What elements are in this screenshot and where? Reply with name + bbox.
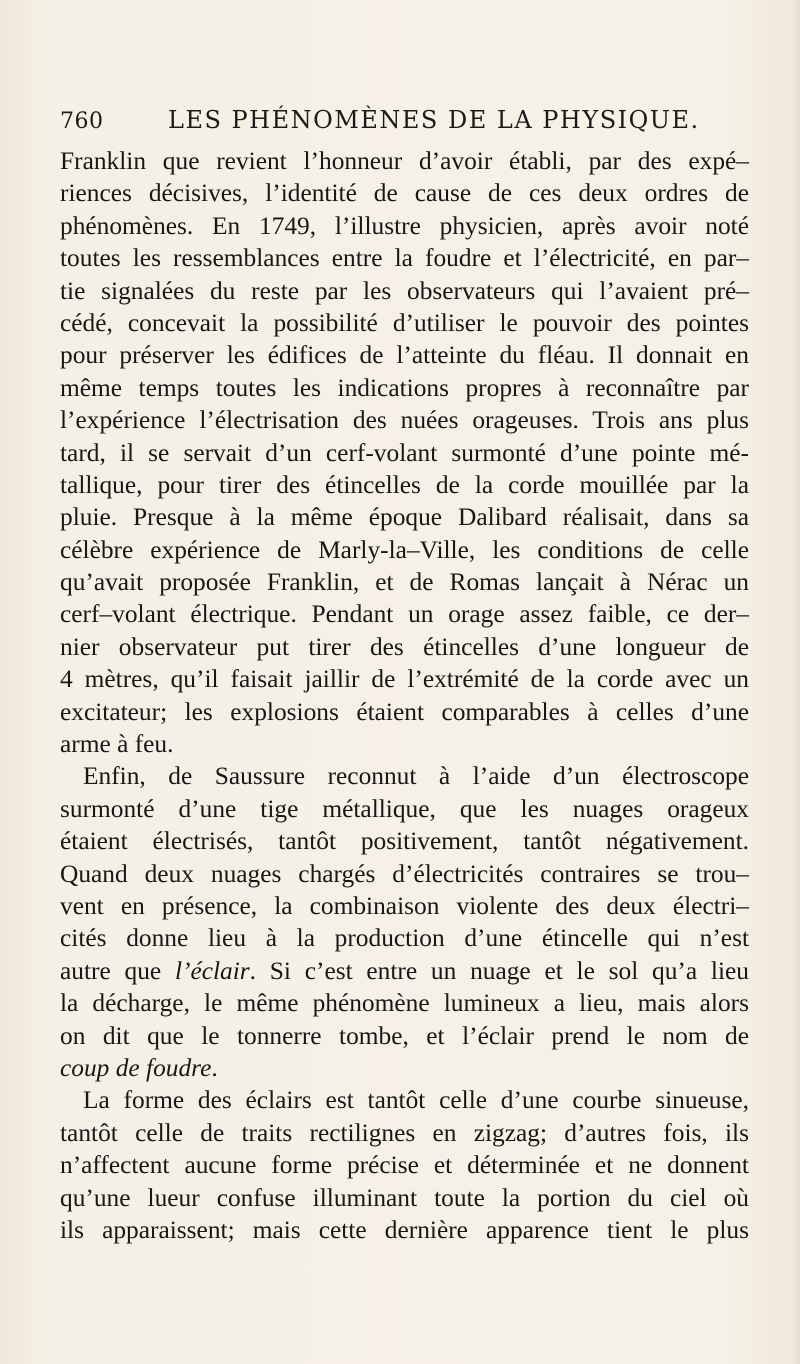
text-line: Quand deux nuages chargés d’électricités contraires se trou–	[60, 859, 749, 888]
text-line: nier observateur put tirer des étincelles d’une longueur de	[60, 632, 749, 661]
text-line: tallique, pour tirer des étincelles de la corde mouillée par la	[60, 470, 749, 499]
text-fragment: autre que	[60, 956, 175, 985]
page-edge-shadow	[792, 0, 800, 1364]
text-line: pour préserver les édifices de l’atteinte du fléau. Il donnait en	[60, 341, 749, 370]
page-number: 760	[60, 109, 104, 134]
text-line: pluie. Presque à la même époque Dalibard réalisait, dans sa	[60, 503, 749, 532]
text-line: toutes les ressemblances entre la foudre et l’électricité, en par–	[60, 244, 749, 273]
text-line: tie signalées du reste par les observateurs qui l’avaient pré–	[60, 276, 749, 305]
text-line: Enfin, de Saussure reconnut à l’aide d’un électroscope	[83, 762, 749, 791]
paragraph-2	[60, 760, 749, 1084]
text-line: vent en présence, la combinaison violente des deux électri–	[60, 891, 749, 920]
text-line: riences décisives, l’identité de cause de ces deux ordres de	[60, 179, 749, 208]
text-line: cédé, concevait la possibilité d’utiliser le pouvoir des pointes	[60, 308, 749, 337]
text-line-with-italic	[60, 955, 749, 987]
text-line: l’expérience l’électrisation des nuées orageuses. Trois ans plus	[60, 406, 749, 435]
italic-term-eclair: l’éclair	[174, 956, 250, 985]
running-title: LES PHÉNOMÈNES DE LA PHYSIQUE.	[168, 106, 700, 134]
text-line: la décharge, le même phénomène lumineux a lieu, mais alors	[60, 989, 749, 1018]
text-line: étaient électrisés, tantôt positivement, tantôt négativement.	[60, 827, 749, 856]
text-line: arme à feu.	[60, 730, 174, 759]
text-line: La forme des éclairs est tantôt celle d’une courbe sinueuse,	[83, 1086, 749, 1115]
text-line: Franklin que revient l’honneur d’avoir établi, par des expé–	[60, 147, 749, 175]
paragraph-3	[60, 1084, 749, 1246]
text-line: on dit que le tonnerre tombe, et l’éclair prend le nom de	[60, 1021, 749, 1050]
body-text	[60, 145, 749, 1246]
text-line: cerf–volant électrique. Pendant un orage assez faible, ce der–	[60, 600, 749, 629]
italic-term-coup-de-foudre: coup de foudre	[60, 1053, 212, 1082]
text-line: célèbre expérience de Marly-la–Ville, les conditions de celle	[60, 535, 749, 564]
text-fragment: . Si c’est entre un nuage et le sol qu’a lieu	[249, 956, 749, 985]
text-line: surmonté d’une tige métallique, que les nuages orageux	[60, 794, 749, 823]
text-line: n’affectent aucune forme précise et déterminée et ne donnent	[60, 1151, 749, 1180]
text-line: tantôt celle de traits rectilignes en zigzag; d’autres fois, ils	[60, 1118, 749, 1147]
text-line: cités donne lieu à la production d’une étincelle qui n’est	[60, 924, 749, 953]
text-line: 4 mètres, qu’il faisait jaillir de l’extrémité de la corde avec un	[60, 665, 749, 694]
text-line: qu’avait proposée Franklin, et de Romas lançait à Nérac un	[60, 568, 749, 597]
text-line-with-italic	[60, 1052, 749, 1084]
text-line: qu’une lueur confuse illuminant toute la portion du ciel où	[60, 1183, 749, 1212]
text-line: ils apparaissent; mais cette dernière apparence tient le plus	[60, 1215, 749, 1244]
text-line: tard, il se servait d’un cerf-volant surmonté d’une pointe mé-	[60, 438, 749, 467]
page-header	[60, 104, 750, 144]
text-fragment: .	[211, 1053, 218, 1082]
text-line: même temps toutes les indications propres à reconnaître par	[60, 373, 749, 402]
paragraph-1	[60, 145, 749, 760]
text-line: phénomènes. En 1749, l’illustre physicien, après avoir noté	[60, 211, 749, 240]
text-line: excitateur; les explosions étaient comparables à celles d’une	[60, 697, 749, 726]
